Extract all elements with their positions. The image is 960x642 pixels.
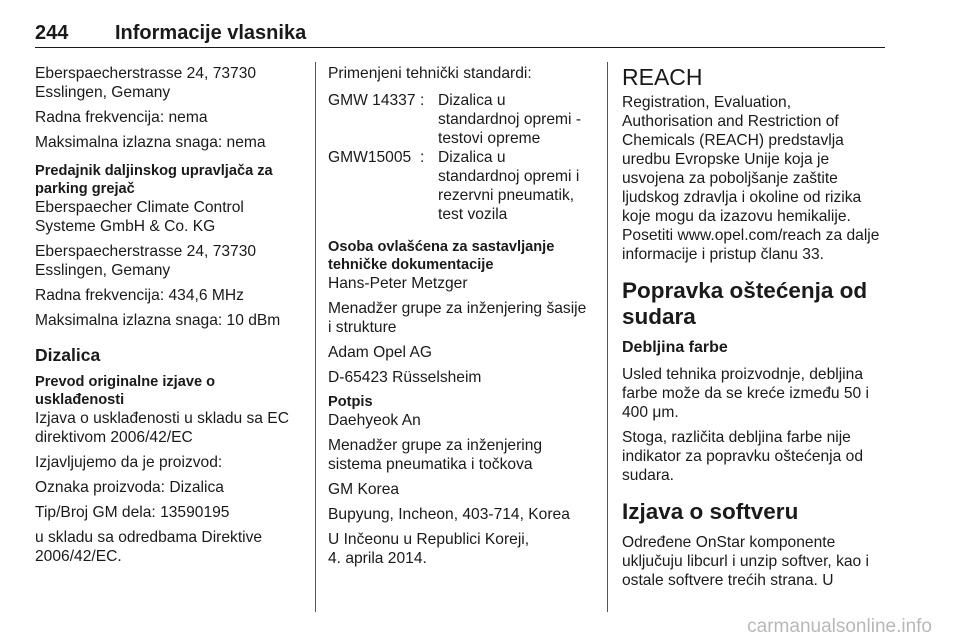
standard-row bbox=[328, 91, 596, 148]
text-line: ljudskog zdravlja i okoline od rizika bbox=[622, 189, 862, 206]
provisions-text bbox=[35, 528, 307, 566]
address-1 bbox=[35, 64, 307, 102]
text-line: rezervni pneumatik, bbox=[438, 187, 575, 204]
authorized-heading bbox=[328, 238, 596, 274]
standard-description bbox=[438, 148, 596, 224]
page-number: 244 bbox=[35, 22, 69, 44]
text-line: usvojena za poboljšanje zaštite bbox=[622, 170, 838, 187]
software-title: Izjava o softveru bbox=[622, 499, 799, 524]
column-2 bbox=[328, 64, 596, 574]
text-line: sudara. bbox=[622, 467, 675, 484]
role-2 bbox=[328, 436, 596, 474]
text-line: testovi opreme bbox=[438, 130, 541, 147]
place-date bbox=[328, 530, 596, 568]
transmitter-heading bbox=[35, 162, 307, 198]
translation-heading bbox=[35, 373, 307, 409]
text-line: Chemicals (REACH) predstavlja bbox=[622, 132, 844, 149]
address-line: Esslingen, Gemany bbox=[35, 262, 171, 279]
person-1: Hans-Peter Metzger bbox=[328, 275, 468, 292]
company-2: GM Korea bbox=[328, 481, 400, 498]
standard-separator: : bbox=[420, 149, 425, 166]
person-2: Daehyeok An bbox=[328, 412, 421, 429]
text-line: farbe može da se kreće između 50 i bbox=[622, 385, 870, 402]
reach-title: REACH bbox=[622, 64, 703, 90]
column-3 bbox=[622, 64, 914, 596]
column-divider-1 bbox=[315, 62, 316, 612]
standards-intro: Primenjeni tehnički standardi: bbox=[328, 65, 532, 82]
frequency-1: Radna frekvencija: nema bbox=[35, 109, 208, 126]
address-line: Eberspaecherstrasse 24, 73730 bbox=[35, 65, 257, 82]
text-line: Menadžer grupe za inženjering šasije bbox=[328, 300, 587, 317]
software-text bbox=[622, 533, 914, 590]
text-line: Authorisation and Restriction of bbox=[622, 113, 839, 130]
heading-line: sudara bbox=[622, 304, 696, 329]
address-2 bbox=[35, 242, 307, 280]
text-line: Usled tehnika proizvodnje, debljina bbox=[622, 366, 863, 383]
text-line: uredbu Evropske Unije koja je bbox=[622, 151, 830, 168]
text-line: Registration, Evaluation, bbox=[622, 94, 792, 111]
frequency-2: Radna frekvencija: 434,6 MHz bbox=[35, 287, 244, 304]
city: D-65423 Rüsselsheim bbox=[328, 369, 482, 386]
text-line: koje mogu da izazovu hemikalije. bbox=[622, 208, 851, 225]
text-line: u skladu sa odredbama Direktive bbox=[35, 529, 263, 546]
text-line: uključuju libcurl i unzip softver, kao i bbox=[622, 553, 870, 570]
paint-text-2 bbox=[622, 428, 914, 485]
page-header bbox=[35, 22, 885, 48]
text-line: test vozila bbox=[438, 206, 508, 223]
standard-row bbox=[328, 148, 596, 224]
text-line: U Inčeonu u Republici Koreji, bbox=[328, 531, 530, 548]
company-name bbox=[35, 198, 307, 236]
column-1 bbox=[35, 64, 307, 572]
company-line: Systeme GmbH & Co. KG bbox=[35, 218, 216, 235]
paint-text bbox=[622, 365, 914, 422]
text-line: i strukture bbox=[328, 319, 397, 336]
paint-heading: Debljina farbe bbox=[622, 339, 728, 356]
heading-line: Popravka oštećenja od bbox=[622, 278, 868, 303]
text-line: Dizalica u bbox=[438, 92, 506, 109]
heading-line: usklađenosti bbox=[35, 392, 125, 408]
text-line: Stoga, različita debljina farbe nije bbox=[622, 429, 851, 446]
power-1: Maksimalna izlazna snaga: nema bbox=[35, 134, 266, 151]
text-line: 400 μm. bbox=[622, 404, 679, 421]
text-line: indikator za popravku oštećenja od bbox=[622, 448, 863, 465]
declare-text: Izjavljujemo da je proizvod: bbox=[35, 454, 223, 471]
section-dizalica: Dizalica bbox=[35, 345, 101, 365]
company: Adam Opel AG bbox=[328, 344, 433, 361]
watermark: carmanualsonline.info bbox=[747, 616, 932, 637]
designation-text: Oznaka proizvoda: Dizalica bbox=[35, 479, 224, 496]
heading-line: tehničke dokumentacije bbox=[328, 257, 494, 273]
company-line: Eberspaecher Climate Control bbox=[35, 199, 244, 216]
power-2: Maksimalna izlazna snaga: 10 dBm bbox=[35, 312, 281, 329]
page-title: Informacije vlasnika bbox=[115, 22, 307, 44]
standard-code: GMW 14337 bbox=[328, 92, 416, 109]
text-line: ostale softvere trećih strana. U bbox=[622, 572, 834, 589]
heading-line: Predajnik daljinskog upravljača za bbox=[35, 163, 273, 179]
heading-line: parking grejač bbox=[35, 181, 135, 197]
text-line: informacije i pristup članu 33. bbox=[622, 246, 824, 263]
conformity-text bbox=[35, 409, 307, 447]
role-1 bbox=[328, 299, 596, 337]
text-line: Određene OnStar komponente bbox=[622, 534, 836, 551]
text-line: direktivom 2006/42/EC bbox=[35, 429, 193, 446]
standard-code: GMW15005 bbox=[328, 149, 412, 166]
standard-description bbox=[438, 91, 596, 148]
reach-text bbox=[622, 93, 914, 264]
address-line: Esslingen, Gemany bbox=[35, 84, 171, 101]
standard-separator: : bbox=[420, 92, 425, 109]
text-line: Dizalica u bbox=[438, 149, 506, 166]
text-line: sistema pneumatika i točkova bbox=[328, 456, 533, 473]
heading-line: Osoba ovlašćena za sastavljanje bbox=[328, 239, 555, 255]
column-divider-2 bbox=[607, 62, 608, 612]
text-line: Izjava o usklađenosti u skladu sa EC bbox=[35, 410, 289, 427]
text-line: standardnoj opremi i bbox=[438, 168, 580, 185]
text-line: Menadžer grupe za inženjering bbox=[328, 437, 543, 454]
address-line: Eberspaecherstrasse 24, 73730 bbox=[35, 243, 257, 260]
signature-heading: Potpis bbox=[328, 394, 373, 410]
heading-line: Prevod originalne izjave o bbox=[35, 374, 216, 390]
text-line: 2006/42/EC. bbox=[35, 548, 122, 565]
repair-title bbox=[622, 278, 914, 330]
address-korea: Bupyung, Incheon, 403-714, Korea bbox=[328, 506, 570, 523]
part-number-text: Tip/Broj GM dela: 13590195 bbox=[35, 504, 230, 521]
text-line: Posetiti www.opel.com/reach za dalje bbox=[622, 227, 880, 244]
text-line: 4. aprila 2014. bbox=[328, 550, 427, 567]
text-line: standardnoj opremi - bbox=[438, 111, 582, 128]
